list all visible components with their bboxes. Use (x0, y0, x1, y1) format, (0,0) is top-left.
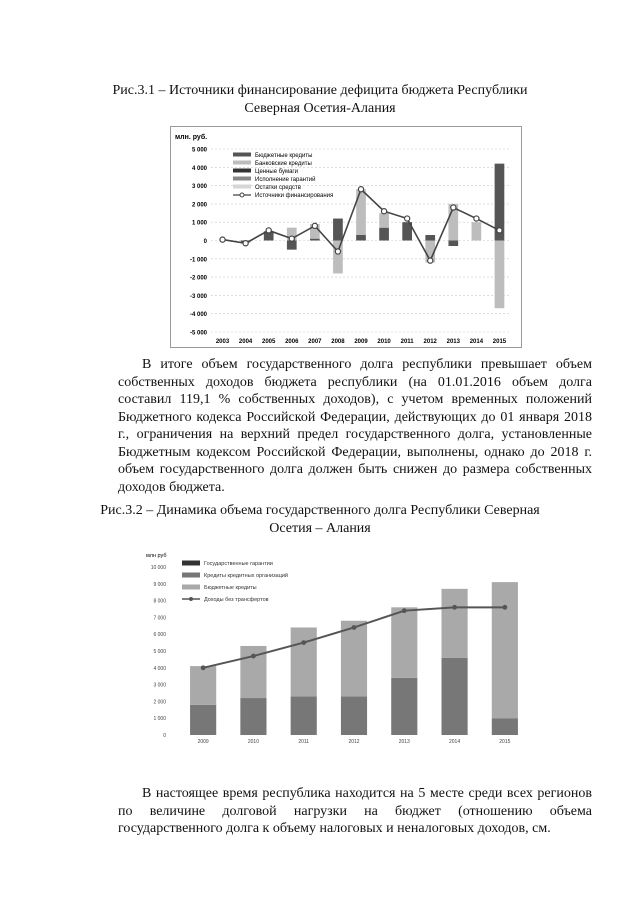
y-tick-label: -1 000 (189, 257, 207, 264)
figure-1-caption (90, 82, 550, 118)
legend-swatch (182, 573, 200, 578)
bar-budget-credits (287, 241, 297, 250)
bar-bank-credits (495, 241, 505, 309)
y-axis-label: млн. руб. (175, 134, 208, 141)
bar-budget-credits (356, 235, 366, 240)
legend-label: Ценные бумаги (255, 169, 298, 176)
line-point (251, 654, 256, 659)
y-tick-label: 2 000 (153, 699, 166, 706)
figure-1-caption-line-1: Рис.3.1 – Источники финансирование дефицита бюджета Республики (112, 83, 528, 98)
line-point (352, 625, 357, 630)
x-tick-label: 2015 (492, 339, 507, 345)
line-point (312, 223, 317, 228)
x-tick-label: 2014 (469, 339, 484, 345)
legend-swatch (233, 177, 251, 181)
legend-label: Банковские кредиты (255, 161, 312, 168)
x-tick-label: 2010 (247, 739, 259, 745)
bar-bank-credits (379, 213, 389, 228)
legend-swatch (182, 585, 200, 590)
y-tick-label: 6 000 (153, 632, 166, 639)
line-point (502, 605, 507, 610)
chart-1 (171, 127, 521, 347)
legend-swatch (233, 161, 251, 165)
y-tick-label: 5 000 (153, 649, 166, 655)
line-point (452, 605, 457, 610)
y-tick-label: 8 000 (153, 598, 166, 605)
y-tick-label: 7 000 (153, 615, 166, 622)
bar-budget-credits (448, 241, 458, 246)
legend-label: Источники финансирования (255, 193, 334, 200)
x-tick-label: 2014 (449, 739, 461, 745)
line-point (301, 640, 306, 645)
line-point (381, 209, 386, 214)
bar-budget-credits (492, 582, 518, 718)
line-point (335, 249, 340, 254)
line-point (474, 216, 479, 221)
legend-line-dot (240, 193, 244, 197)
line-point (220, 237, 225, 242)
bar-budget-credits (425, 235, 435, 240)
legend-label: Кредиты кредитных организаций (204, 573, 289, 579)
legend-label: Государственные гарантии (204, 561, 273, 567)
legend-label: Доходы без трансфертов (204, 597, 269, 603)
line-point (266, 228, 271, 233)
bar-budget-credits (333, 219, 343, 241)
bar-bank-credits (333, 241, 343, 274)
bar-bank-credits (472, 222, 482, 240)
line-point (428, 258, 433, 263)
bar-budget-credits (190, 666, 216, 705)
line-point (201, 665, 206, 670)
x-tick-label: 2007 (308, 339, 322, 345)
line-point (358, 187, 363, 192)
line-point (289, 236, 294, 241)
x-tick-label: 2012 (423, 339, 437, 345)
y-tick-label: -5 000 (189, 330, 207, 337)
x-tick-label: 2013 (398, 739, 410, 745)
y-tick-label: 5 000 (191, 147, 207, 154)
y-tick-label: -3 000 (189, 293, 207, 300)
paragraph-1: В итоге объем государственного долга республики превышает объем собственных доходов бюджета республики (на 01.01.2016 объем долга составил 119,1 % собственных доходов), с учетом временных положений Бюджетного кодекса Российской Федерации, действующих до 01 января 2018 г., ограничения на верхний предел государственного долга, установленные Бюджетным кодексом Российской Федерации, выполнены, однако до 2018 г. объем государственного долга должен быть снижен до размера собственных доходов бюджета. (118, 357, 592, 495)
x-tick-label: 2004 (238, 339, 253, 345)
bar-credit-org-loans (291, 696, 317, 735)
y-axis-label: млн руб (146, 553, 167, 559)
bar-credit-org-loans (441, 658, 467, 735)
figure-2-caption-line-1: Рис.3.2 – Динамика объема государственного долга Республики Северная (100, 503, 540, 518)
x-tick-label: 2003 (215, 339, 230, 345)
x-tick-label: 2012 (348, 739, 360, 745)
bar-budget-credits (341, 621, 367, 697)
figure-2-caption (90, 502, 550, 538)
bar-budget-credits (310, 239, 320, 241)
bar-credit-org-loans (492, 718, 518, 735)
chart-1-frame (170, 126, 522, 348)
legend-label: Бюджетные кредиты (204, 585, 257, 591)
x-tick-label: 2008 (331, 339, 345, 345)
bar-budget-credits (441, 589, 467, 658)
y-tick-label: 0 (163, 733, 166, 739)
x-tick-label: 2013 (446, 339, 460, 345)
paragraph-2: В настоящее время республика находится на 5 месте среди всех регионов по величине долговой нагрузки на бюджет (отношению объема государственного долга к объему налоговых и неналоговых доходов, см. (118, 786, 592, 836)
y-tick-label: 3 000 (153, 682, 166, 689)
y-tick-label: 4 000 (191, 165, 207, 172)
y-tick-label: 9 000 (153, 581, 166, 588)
line-point (243, 241, 248, 246)
legend-swatch (233, 185, 251, 189)
y-tick-label: -4 000 (189, 312, 207, 319)
y-tick-label: 10 000 (150, 565, 166, 571)
x-tick-label: 2005 (262, 339, 276, 345)
legend-label: Исполнение гарантий (255, 177, 316, 184)
y-tick-label: 2 000 (191, 202, 207, 209)
line-point (402, 608, 407, 613)
bar-budget-credits (391, 607, 417, 678)
line-point (405, 216, 410, 221)
figure-2-caption-line-2: Осетия – Алания (269, 521, 371, 536)
y-tick-label: 1 000 (153, 716, 166, 723)
line-point (497, 228, 502, 233)
legend-swatch (233, 169, 251, 173)
x-tick-label: 2011 (298, 739, 310, 745)
y-tick-label: 0 (203, 239, 207, 245)
x-tick-label: 2015 (499, 739, 511, 745)
y-tick-label: 3 000 (191, 184, 207, 191)
bar-budget-credits (291, 627, 317, 696)
x-tick-label: 2006 (285, 339, 299, 345)
legend-label: Остатки средств (255, 185, 301, 192)
bar-credit-org-loans (391, 678, 417, 735)
bar-credit-org-loans (341, 696, 367, 735)
legend-line-dot (189, 597, 193, 601)
bar-credit-org-loans (190, 705, 216, 735)
bar-budget-credits (379, 228, 389, 241)
y-tick-label: 4 000 (153, 665, 166, 672)
legend-label: Бюджетные кредиты (255, 153, 313, 160)
line-point (451, 205, 456, 210)
x-tick-label: 2009 (197, 739, 209, 745)
y-tick-label: 1 000 (191, 220, 207, 227)
x-tick-label: 2009 (354, 339, 368, 345)
legend-swatch (233, 153, 251, 157)
chart-2 (140, 545, 540, 765)
legend-swatch (182, 561, 200, 566)
chart-2-frame (140, 545, 540, 765)
figure-1-caption-line-2: Северная Осетия-Алания (244, 101, 396, 116)
x-tick-label: 2010 (377, 339, 391, 345)
y-tick-label: -2 000 (189, 275, 207, 282)
bar-credit-org-loans (240, 698, 266, 735)
x-tick-label: 2011 (400, 339, 414, 345)
